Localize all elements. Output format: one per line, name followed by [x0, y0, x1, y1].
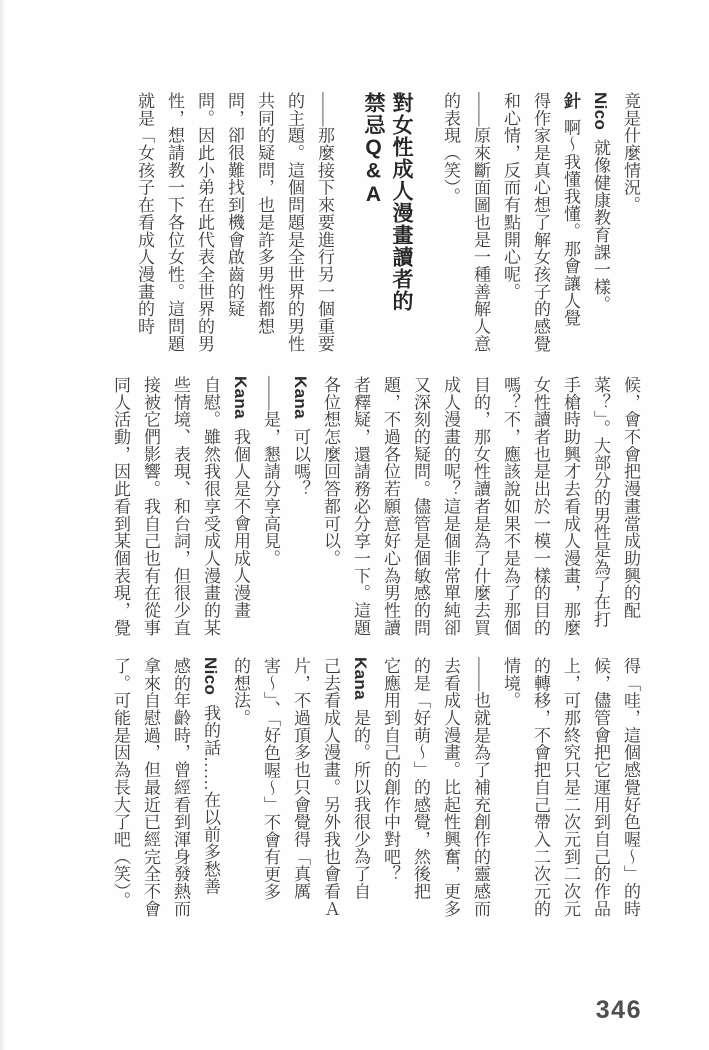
text-column: 性，想請教一下各位女性。這問題: [165, 92, 184, 353]
dialogue-text: 我個人是不會用成人漫畫: [231, 427, 250, 619]
text-band-middle: [99, 376, 639, 642]
text-column: 成人漫畫的呢？這是個非常單純卻: [441, 376, 460, 637]
interviewer-question-column: ——原來斷面圖也是一種善解人意: [471, 92, 490, 353]
text-column: 片，不過頂多也只會覺得「真厲: [291, 657, 310, 900]
interviewer-question-column: ——也就是為了補充創作的靈感而: [471, 657, 490, 918]
text-column: 候，會不會把漫畫當成助興的配: [621, 376, 640, 619]
speaker-label: Kana: [291, 376, 310, 419]
interviewer-question-column: ——是，懇請分享高見。: [261, 376, 280, 567]
text-column: 感的年齡時，曾經看到渾身發熱而: [171, 657, 190, 918]
section-title-line2: [363, 92, 384, 358]
text-column: 目的，那女性讀者是為了什麼去買: [471, 376, 490, 637]
text-column: 同人活動，因此看到某個表現，覺: [111, 376, 130, 637]
text-column: 它應用到自己的創作中對吧？: [381, 657, 400, 883]
text-column: 去看成人漫畫。比起性興奮，更多: [441, 657, 460, 918]
dialogue-text: 就像健康教育課一樣。: [591, 139, 610, 313]
speaker-label: Kana: [351, 657, 370, 700]
text-column: 各位想怎麼回答都可以。: [321, 376, 340, 567]
text-column: 了。可能是因為長大了吧（笑）。: [111, 657, 130, 909]
text-column: 的是「好萌～」的感覺，然後把: [411, 657, 430, 900]
text-column: 拿來自慰過，但最近已經完全不會: [141, 657, 160, 918]
dialogue-text: 啊～我懂我懂。那會讓人覺: [561, 118, 580, 327]
section-title-line2-prefix: 禁忌: [362, 92, 385, 136]
text-column: 又深刻的疑問。儘管是個敏感的問: [411, 376, 430, 637]
dialogue-column: [292, 376, 309, 642]
text-column: 得作家是真心想了解女孩子的感覺: [531, 92, 550, 353]
text-column: 的表現（笑）。: [441, 92, 460, 205]
text-column: 題，不過各位若願意好心為男性讀: [381, 376, 400, 637]
text-column: 接被它們影響。我自己也有在從事: [141, 376, 160, 637]
dialogue-column: [352, 657, 369, 923]
page-number: 346: [595, 996, 642, 1024]
text-column: 自慰。雖然我很享受成人漫畫的某: [201, 376, 220, 637]
text-column: 菜？」。大部分的男性是為了在打: [591, 376, 610, 628]
text-column: 嗎？不，應該說如果不是為了那個: [501, 376, 520, 637]
dialogue-text: 可以嗎？: [291, 427, 310, 498]
dialogue-text: 我的話……在以前多愁善: [201, 704, 220, 896]
text-column: 手槍時助興才去看成人漫畫，那麼: [561, 376, 580, 637]
section-title-line1: 對女性成人漫畫讀者的: [390, 92, 413, 312]
text-column: 得「哇，這個感覺好色喔～」的時: [621, 657, 640, 918]
speaker-label: Kana: [231, 376, 250, 419]
dialogue-column: [232, 376, 249, 642]
text-column: 女性讀者也是出於一模一樣的目的: [531, 376, 550, 637]
page-scan-edge: [0, 0, 6, 1050]
text-column: 者釋疑，還請務必分享一下。這題: [351, 376, 370, 637]
text-column: 問。因此小弟在此代表全世界的男: [195, 92, 214, 353]
text-column: 的轉移，不會把自己帶入二次元的: [531, 657, 550, 918]
text-column: 情境。: [501, 657, 520, 710]
text-column: 竟是什麼情況。: [621, 92, 640, 214]
speaker-label: 針: [561, 92, 580, 110]
text-column: 就是「女孩子在看成人漫畫的時: [135, 92, 154, 335]
text-column: 的想法。: [231, 657, 250, 727]
text-column: 害～」、「好色喔～」不會有更多: [261, 657, 280, 901]
dialogue-text: 是的。所以我很少為了自: [351, 708, 370, 900]
dialogue-column: [202, 657, 219, 923]
section-title-qa: Q&A: [362, 136, 385, 207]
speaker-label: Nico: [201, 657, 220, 696]
dialogue-column: [592, 92, 609, 358]
text-column: 問，卻很難找到機會啟齒的疑: [225, 92, 244, 318]
interviewer-question-column: ——那麼接下來要進行另一個重要: [315, 92, 334, 353]
text-column: 上，可那終究只是二次元到二次元: [561, 657, 580, 918]
text-band-bottom: [99, 657, 639, 923]
text-band-top: [123, 92, 639, 358]
text-column: 己去看成人漫畫。另外我也會看Ａ: [321, 657, 340, 918]
text-column: 共同的疑問，也是許多男性都想: [255, 92, 274, 335]
text-column: 些情境、表現、和台詞，但很少直: [171, 376, 190, 637]
text-column: 候，儘管會把它運用到自己的作品: [591, 657, 610, 918]
text-column: 的主題。這個問題是全世界的男性: [285, 92, 304, 353]
dialogue-column: [562, 92, 579, 358]
text-column: 和心情，反而有點開心呢。: [501, 92, 520, 301]
speaker-label: Nico: [591, 92, 610, 131]
